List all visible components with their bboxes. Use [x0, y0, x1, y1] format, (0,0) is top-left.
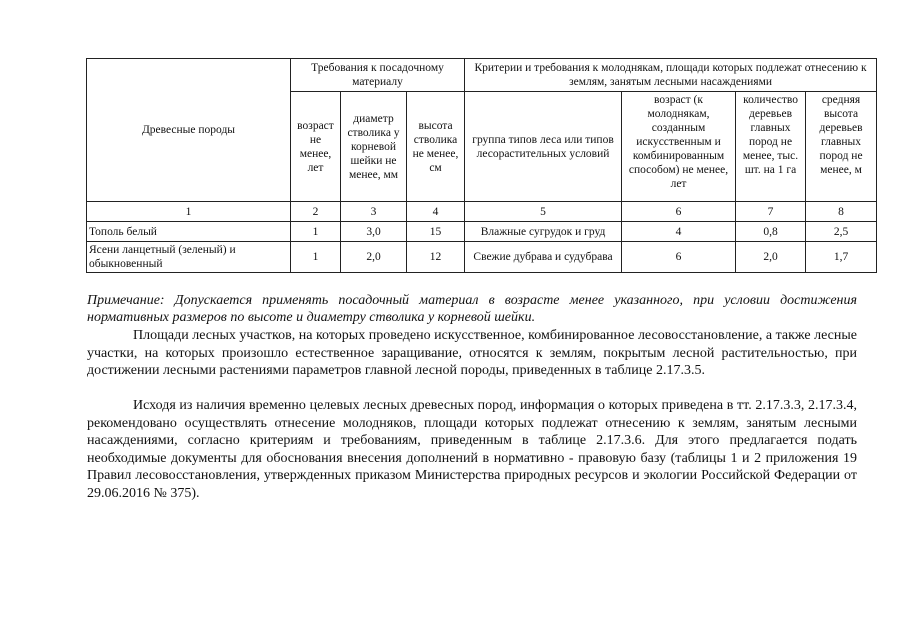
header-young-age: возраст (к молоднякам, созданным искусственным и комбинированным способом) не менее, лет — [622, 92, 736, 202]
table-row — [87, 242, 877, 273]
header-diameter: диаметр стволика у корневой шейки не менее, мм — [341, 92, 407, 202]
cell-diameter: 3,0 — [341, 222, 407, 242]
cell-age: 1 — [291, 242, 341, 273]
cell-forest-type: Свежие дубрава и судубрава — [465, 242, 622, 273]
header-height: высота стволика не менее, см — [407, 92, 465, 202]
column-number: 3 — [341, 202, 407, 222]
cell-species: Тополь белый — [87, 222, 291, 242]
criteria-table — [86, 58, 877, 273]
header-planting-material: Требования к посадочному материалу — [291, 59, 465, 92]
column-number: 2 — [291, 202, 341, 222]
column-number: 1 — [87, 202, 291, 222]
cell-mean-height: 1,7 — [806, 242, 877, 273]
cell-age: 1 — [291, 222, 341, 242]
cell-mean-height: 2,5 — [806, 222, 877, 242]
cell-young-age: 6 — [622, 242, 736, 273]
body-paragraph: Исходя из наличия временно целевых лесных древесных пород, информация о которых приведена в тт. 2.17.3.3, 2.17.3.4, рекомендовано осуществлять отнесение молодняков, площади которых подлежат отнесению к землям, занятым лесными насаждениями, согласно критериям и требованиям, приведенным в таблице 2.17.3.6. Для этого предлагается подать необходимые документы для обоснования внесения дополнений в нормативно - правовую базу (таблицы 1 и 2 приложения 19 Правил лесовосстановления, утвержденных приказом Министерства природных ресурсов и экологии Российской Федерации от 29.06.2016 № 375). — [87, 398, 857, 501]
header-mean-height: средняя высота деревьев главных пород не менее, м — [806, 92, 877, 202]
cell-species: Ясени ланцетный (зеленый) и обыкновенный — [87, 242, 291, 273]
cell-tree-count: 2,0 — [736, 242, 806, 273]
cell-young-age: 4 — [622, 222, 736, 242]
header-species: Древесные породы — [87, 59, 291, 202]
header-forest-type: группа типов леса или типов лесорастительных условий — [465, 92, 622, 202]
column-number: 8 — [806, 202, 877, 222]
header-age: возраст не менее, лет — [291, 92, 341, 202]
cell-height: 12 — [407, 242, 465, 273]
column-number: 4 — [407, 202, 465, 222]
column-number-row — [87, 202, 877, 222]
header-young-stand-criteria: Критерии и требования к молоднякам, площади которых подлежат отнесению к землям, занятым лесными насаждениями — [465, 59, 877, 92]
cell-diameter: 2,0 — [341, 242, 407, 273]
table-note: Примечание: Допускается применять посадочный материал в возрасте менее указанного, при условии достижения нормативных размеров по высоте и диаметру стволика у корневой шейки. — [87, 293, 857, 325]
column-number: 7 — [736, 202, 806, 222]
column-number: 6 — [622, 202, 736, 222]
cell-tree-count: 0,8 — [736, 222, 806, 242]
header-tree-count: количество деревьев главных пород не менее, тыс. шт. на 1 га — [736, 92, 806, 202]
cell-height: 15 — [407, 222, 465, 242]
column-number: 5 — [465, 202, 622, 222]
cell-forest-type: Влажные сугрудок и груд — [465, 222, 622, 242]
body-paragraph: Площади лесных участков, на которых проведено искусственное, комбинированное лесовосстановление, а также лесные участки, на которых произошло естественное заращивание, относятся к землям, покрытым лесной растительностью, при достижении лесными растениями параметров главной лесной породы, приведенных в таблице 2.17.3.5. — [87, 328, 857, 379]
table-row — [87, 222, 877, 242]
